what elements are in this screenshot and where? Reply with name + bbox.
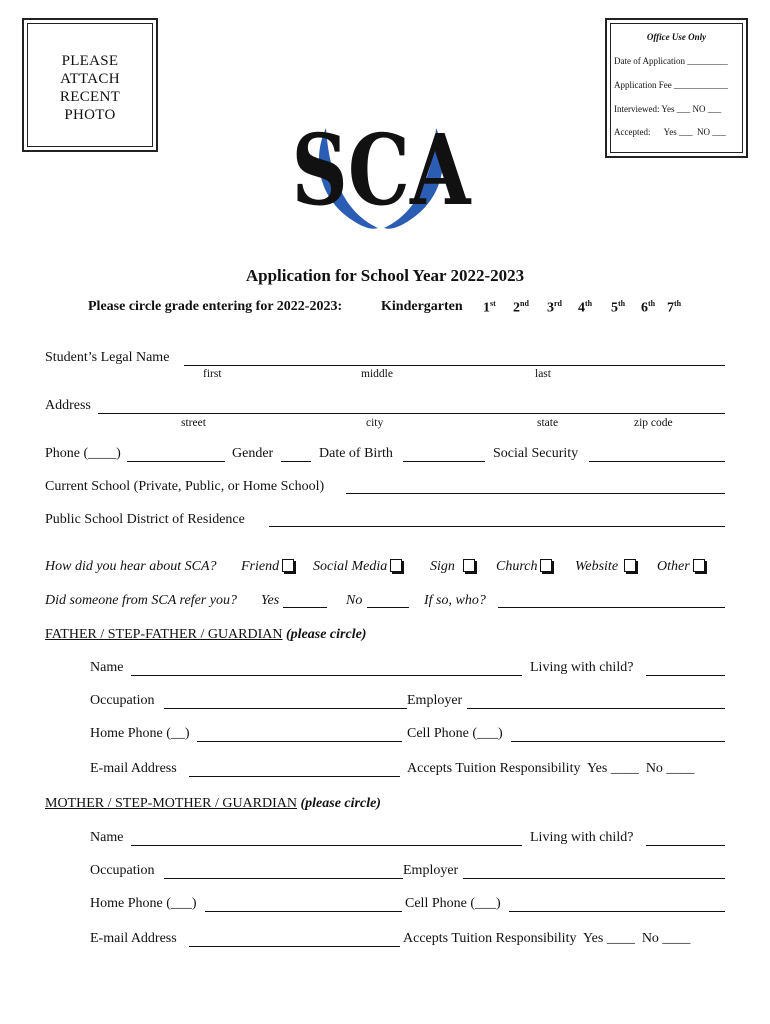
grade-num: 3: [547, 300, 554, 316]
father-employer-label: Employer: [407, 693, 463, 708]
grade-option-2[interactable]: [513, 299, 529, 317]
dob-input[interactable]: [403, 461, 485, 462]
refer-who-label: If so, who?: [424, 593, 486, 608]
mother-living-input[interactable]: [646, 845, 725, 846]
ssn-label: Social Security: [493, 446, 579, 461]
grade-num: 6: [641, 300, 648, 316]
student-name-last-caption: last: [535, 368, 551, 380]
gender-input[interactable]: [281, 461, 311, 462]
mother-heading-note: (please circle): [300, 796, 381, 811]
mother-home-phone-label: Home Phone (___): [90, 896, 197, 911]
address-zip-caption: zip code: [634, 417, 673, 429]
hear-option-church[interactable]: [496, 559, 552, 575]
grade-num: 1: [483, 300, 490, 316]
mother-section-heading: [45, 796, 381, 812]
father-heading-note: (please circle): [286, 627, 367, 642]
father-heading-text: FATHER / STEP-FATHER / GUARDIAN: [45, 627, 283, 642]
page-title: Application for School Year 2022-2023: [245, 266, 525, 285]
office-use-box: [605, 18, 748, 158]
photo-text-line: RECENT: [59, 89, 121, 105]
hear-option-friend[interactable]: [241, 559, 294, 575]
mother-name-input[interactable]: [131, 845, 522, 846]
address-label: Address: [45, 398, 91, 413]
grade-suffix: th: [585, 299, 593, 308]
grade-option-1[interactable]: [483, 299, 496, 317]
ssn-input[interactable]: [589, 461, 725, 462]
mother-living-label: Living with child?: [530, 830, 634, 845]
father-occupation-label: Occupation: [90, 693, 155, 708]
office-use-title: Office Use Only: [646, 32, 707, 42]
current-school-label: Current School (Private, Public, or Home School): [45, 479, 325, 494]
gender-label: Gender: [232, 446, 274, 461]
address-input[interactable]: [98, 413, 725, 414]
office-accepted: Accepted: Yes ___ NO ___: [614, 127, 726, 137]
hear-option-sign[interactable]: [430, 559, 475, 575]
logo-letters: SCA: [291, 112, 471, 228]
option-label: Church: [496, 559, 538, 574]
address-street-caption: street: [181, 417, 206, 429]
office-application-fee: Application Fee ____________: [614, 80, 728, 90]
hear-option-other[interactable]: [657, 559, 705, 575]
hear-option-website[interactable]: [575, 559, 636, 575]
option-label: Website: [575, 559, 619, 574]
current-school-input[interactable]: [346, 493, 725, 494]
father-cell-phone-input[interactable]: [511, 741, 725, 742]
mother-occupation-label: Occupation: [90, 863, 155, 878]
father-living-input[interactable]: [646, 675, 725, 676]
grade-num: 7: [667, 300, 674, 316]
grade-prompt: Please circle grade entering for 2022-2023:: [88, 299, 343, 314]
grade-num: 2: [513, 300, 520, 316]
student-name-first-caption: first: [203, 368, 222, 380]
hear-option-social-media[interactable]: [313, 559, 402, 575]
social-media-checkbox[interactable]: [390, 559, 402, 572]
option-label: Sign: [430, 559, 455, 574]
father-occupation-input[interactable]: [164, 708, 407, 709]
refer-yes-input[interactable]: [283, 607, 327, 608]
church-checkbox[interactable]: [540, 559, 552, 572]
address-city-caption: city: [366, 417, 384, 429]
mother-occupation-input[interactable]: [164, 878, 403, 879]
mother-tuition[interactable]: Accepts Tuition Responsibility Yes ____ No ____: [403, 931, 691, 946]
father-home-phone-label: Home Phone (__): [90, 726, 190, 741]
grade-suffix: th: [618, 299, 626, 308]
mother-employer-label: Employer: [403, 863, 459, 878]
grade-suffix: rd: [554, 299, 562, 308]
refer-no-label: No: [346, 593, 363, 608]
student-name-label: Student’s Legal Name: [45, 350, 170, 365]
mother-email-input[interactable]: [189, 946, 400, 947]
office-date-of-application: Date of Application _________: [614, 56, 728, 66]
student-name-input[interactable]: [184, 365, 725, 366]
grade-option-kindergarten[interactable]: Kindergarten: [381, 299, 463, 314]
grade-num: 5: [611, 300, 618, 316]
mother-home-phone-input[interactable]: [205, 911, 402, 912]
grade-option-5[interactable]: [611, 299, 625, 317]
father-employer-input[interactable]: [467, 708, 725, 709]
grade-option-3[interactable]: [547, 299, 562, 317]
option-label: Social Media: [313, 559, 388, 574]
refer-no-input[interactable]: [367, 607, 409, 608]
father-tuition[interactable]: Accepts Tuition Responsibility Yes ____ No ____: [407, 761, 695, 776]
friend-checkbox[interactable]: [282, 559, 294, 572]
father-email-label: E-mail Address: [90, 761, 177, 776]
refer-who-input[interactable]: [498, 607, 725, 608]
grade-suffix: th: [674, 299, 682, 308]
sca-logo: [291, 88, 471, 238]
father-cell-phone-label: Cell Phone (___): [407, 726, 503, 741]
father-home-phone-input[interactable]: [197, 741, 402, 742]
father-section-heading: [45, 627, 366, 643]
address-state-caption: state: [537, 417, 559, 429]
office-interviewed: Interviewed: Yes ___ NO ___: [614, 104, 722, 114]
photo-attach-box: [22, 18, 158, 152]
father-name-input[interactable]: [131, 675, 522, 676]
website-checkbox[interactable]: [624, 559, 636, 572]
mother-cell-phone-label: Cell Phone (___): [405, 896, 501, 911]
father-living-label: Living with child?: [530, 660, 634, 675]
photo-text-line: PHOTO: [64, 107, 116, 123]
grade-option-6[interactable]: [641, 299, 655, 317]
other-checkbox[interactable]: [693, 559, 705, 572]
option-label: Friend: [241, 559, 280, 574]
photo-text-line: ATTACH: [60, 71, 120, 87]
dob-label: Date of Birth: [319, 446, 393, 461]
grade-suffix: st: [490, 299, 496, 308]
mother-cell-phone-input[interactable]: [509, 911, 725, 912]
mother-email-label: E-mail Address: [90, 931, 177, 946]
grade-suffix: nd: [520, 299, 529, 308]
mother-heading-text: MOTHER / STEP-MOTHER / GUARDIAN: [45, 796, 297, 811]
grade-option-4[interactable]: [578, 299, 592, 317]
grade-num: 4: [578, 300, 585, 316]
phone-label: Phone (____): [45, 446, 121, 461]
mother-employer-input[interactable]: [463, 878, 725, 879]
sign-checkbox[interactable]: [463, 559, 475, 572]
district-input[interactable]: [269, 526, 725, 527]
photo-text-line: PLEASE: [61, 53, 119, 69]
district-label: Public School District of Residence: [45, 512, 245, 527]
refer-yes-label: Yes: [261, 593, 280, 608]
father-name-label: Name: [90, 660, 124, 675]
father-email-input[interactable]: [189, 776, 400, 777]
photo-instructions: [60, 52, 120, 124]
mother-name-label: Name: [90, 830, 124, 845]
refer-question: Did someone from SCA refer you?: [45, 593, 237, 608]
grade-option-7[interactable]: [667, 299, 681, 317]
hear-about-question: How did you hear about SCA?: [45, 559, 217, 574]
phone-input[interactable]: [127, 461, 225, 462]
grade-suffix: th: [648, 299, 656, 308]
option-label: Other: [657, 559, 690, 574]
student-name-middle-caption: middle: [361, 368, 393, 380]
